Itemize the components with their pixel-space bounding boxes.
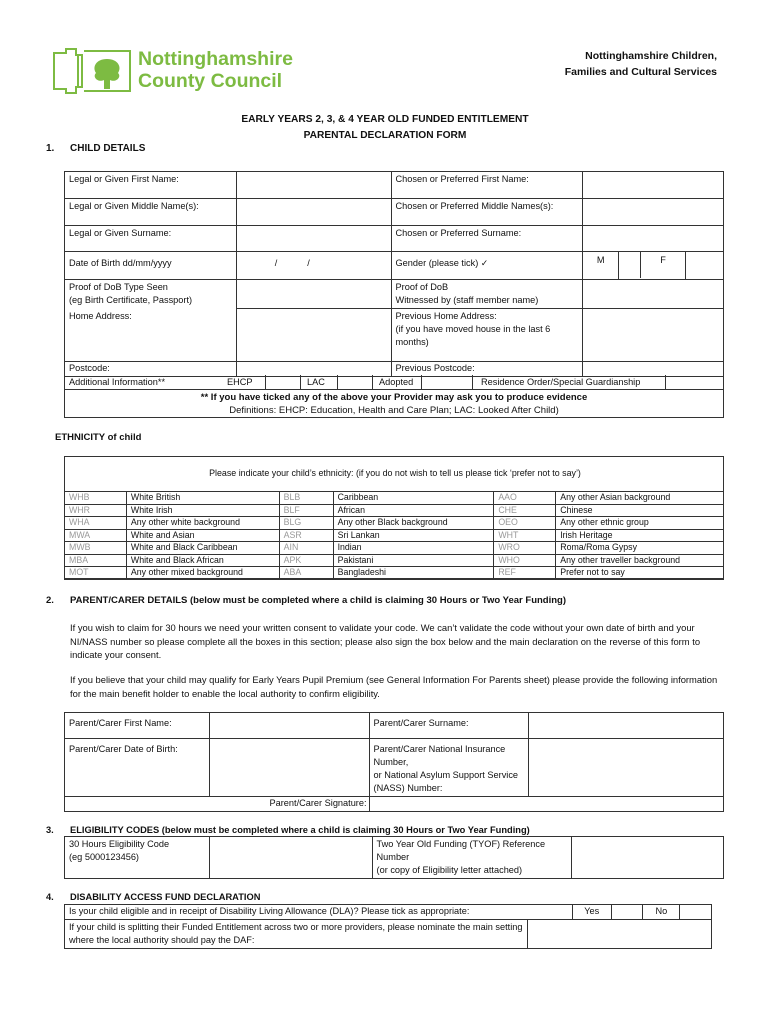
- proof-dob-field[interactable]: [236, 280, 391, 309]
- ethnicity-code-checkbox[interactable]: WHR: [65, 504, 127, 517]
- ethnicity-code-checkbox[interactable]: BLF: [279, 504, 333, 517]
- parent-surname-label: Parent/Carer Surname:: [369, 713, 529, 739]
- dla-no-label: No: [643, 905, 680, 920]
- ehcp-label: EHCP: [227, 377, 253, 387]
- dla-yes-label: Yes: [572, 905, 611, 920]
- ethnicity-code-checkbox[interactable]: MWA: [65, 529, 127, 542]
- section4-title: DISABILITY ACCESS FUND DECLARATION: [70, 892, 261, 902]
- parent-dob-label: Parent/Carer Date of Birth:: [65, 739, 210, 797]
- eligibility-codes-table: [64, 836, 724, 879]
- chosen-surname-label: Chosen or Preferred Surname:: [391, 226, 583, 252]
- ethnicity-row: [65, 554, 724, 567]
- daf-main-setting-field[interactable]: [528, 920, 712, 949]
- section2-number: 2.: [46, 595, 54, 606]
- code30-example: (eg 5000123456): [69, 852, 139, 862]
- ethnicity-code-checkbox[interactable]: MOT: [65, 567, 127, 580]
- proof-witness-label2: Witnessed by (staff member name): [395, 295, 539, 305]
- evidence-notice: ** If you have ticked any of the above your Provider may ask you to produce evidence: [200, 392, 588, 403]
- ethnicity-label: Any other mixed background: [126, 567, 279, 580]
- ethnicity-label: Any other Black background: [333, 517, 494, 530]
- ethnicity-label: African: [333, 504, 494, 517]
- ethnicity-code-checkbox[interactable]: ABA: [279, 567, 333, 580]
- prev-postcode-label: Previous Postcode:: [391, 362, 583, 377]
- ethnicity-label: Sri Lankan: [333, 529, 494, 542]
- section1-number: 1.: [46, 143, 55, 154]
- section2-title: PARENT/CARER DETAILS (below must be completed where a child is claiming 30 Hours or Two Year Funding): [70, 595, 567, 606]
- dob-separator-2: /: [307, 258, 310, 268]
- ethnicity-code-checkbox[interactable]: CHE: [494, 504, 556, 517]
- dept-line2: Families and Cultural Services: [564, 66, 717, 78]
- ethnicity-code-checkbox[interactable]: WHB: [65, 492, 127, 505]
- adopted-label: Adopted: [379, 377, 414, 387]
- ethnicity-title: ETHNICITY of child: [55, 432, 142, 443]
- ethnicity-label: Caribbean: [333, 492, 494, 505]
- parent-details-table: [64, 712, 724, 812]
- dla-yes-checkbox[interactable]: [611, 905, 643, 920]
- chosen-surname-field[interactable]: [583, 226, 724, 252]
- dept-line1: Nottinghamshire Children,: [585, 50, 717, 62]
- ethnicity-label: Any other Asian background: [556, 492, 724, 505]
- evidence-notice-box: [64, 390, 724, 418]
- legal-surname-label: Legal or Given Surname:: [65, 226, 237, 252]
- tyof-note: (or copy of Eligibility letter attached): [376, 865, 523, 875]
- chosen-middle-name-label: Chosen or Preferred Middle Names(s):: [391, 199, 583, 226]
- ethnicity-label: Any other traveller background: [556, 554, 724, 567]
- form-title-line2: PARENTAL DECLARATION FORM: [303, 130, 467, 141]
- ethnicity-code-checkbox[interactable]: REF: [494, 567, 556, 580]
- ethnicity-code-checkbox[interactable]: AIN: [279, 542, 333, 555]
- lac-checkbox[interactable]: [337, 375, 373, 389]
- prev-address-label: Previous Home Address:: [395, 311, 497, 321]
- daf-splitting-label: If your child is splitting their Funded Entitlement across two or more providers, please nominate the main setting where the local authority should pay the DAF:: [65, 920, 528, 949]
- legal-first-name-field[interactable]: [236, 172, 391, 199]
- ethnicity-label: Pakistani: [333, 554, 494, 567]
- legal-first-name-label: Legal or Given First Name:: [65, 172, 237, 199]
- child-details-table: [64, 171, 724, 377]
- dla-no-checkbox[interactable]: [680, 905, 712, 920]
- ethnicity-label: Roma/Roma Gypsy: [556, 542, 724, 555]
- council-logo: [52, 47, 352, 97]
- legal-middle-name-field[interactable]: [236, 199, 391, 226]
- gender-f-checkbox[interactable]: [686, 252, 724, 280]
- gender-m-checkbox[interactable]: [619, 252, 686, 280]
- parent-surname-field[interactable]: [529, 713, 724, 739]
- dla-question: Is your child eligible and in receipt of Disability Living Allowance (DLA)? Please tick as appropriate:: [65, 905, 573, 920]
- consent-paragraph: If you wish to claim for 30 hours we need your written consent to validate your code. We can’t validate the code without your own date of birth and your NI/NASS number so please complete all the boxes in this section; please also sign the box below and the main declaration on the reverse of this form to indicate your consent.: [70, 622, 701, 660]
- ethnicity-label: White Irish: [126, 504, 279, 517]
- parent-nass-label: or National Asylum Support Service (NASS) Number:: [373, 770, 519, 793]
- parent-ni-label: Parent/Carer National Insurance Number,: [373, 744, 506, 767]
- ethnicity-label: Chinese: [556, 504, 724, 517]
- proof-witness-label: Proof of DoB: [395, 282, 449, 292]
- postcode-label: Postcode:: [65, 362, 237, 377]
- gender-f-label: F: [660, 255, 666, 265]
- form-title-line1: EARLY YEARS 2, 3, & 4 YEAR OLD FUNDED ENTITLEMENT: [241, 114, 529, 125]
- prev-address-note: (if you have moved house in the last 6 months): [395, 324, 551, 347]
- dob-field[interactable]: [236, 252, 391, 280]
- adopted-checkbox[interactable]: [421, 375, 473, 389]
- dob-separator-1: /: [274, 258, 278, 268]
- home-address-label: Home Address:: [65, 309, 237, 362]
- ethnicity-label: Any other white background: [126, 517, 279, 530]
- parent-signature-field[interactable]: [369, 797, 723, 812]
- ethnicity-row: [65, 517, 724, 530]
- ethnicity-table: [64, 491, 724, 580]
- ethnicity-code-checkbox[interactable]: WHT: [494, 529, 556, 542]
- logo-line2: County Council: [138, 70, 283, 92]
- section3-title: ELIGIBILITY CODES (below must be completed where a child is claiming 30 Hours or Two Year Funding): [70, 825, 530, 835]
- section4-number: 4.: [46, 892, 54, 902]
- ethnicity-row: [65, 529, 724, 542]
- ethnicity-code-checkbox[interactable]: ASR: [279, 529, 333, 542]
- ethnicity-label: Prefer not to say: [556, 567, 724, 580]
- code30-label: 30 Hours Eligibility Code: [69, 839, 170, 849]
- definitions-text: Definitions: EHCP: Education, Health and Care Plan; LAC: Looked After Child): [229, 405, 559, 416]
- ethnicity-code-checkbox[interactable]: MBA: [65, 554, 127, 567]
- legal-middle-name-label: Legal or Given Middle Name(s):: [65, 199, 237, 226]
- ethnicity-code-checkbox[interactable]: WHA: [65, 517, 127, 530]
- home-address-field[interactable]: [236, 309, 391, 362]
- ehcp-checkbox[interactable]: [265, 375, 301, 389]
- chosen-first-name-label: Chosen or Preferred First Name:: [391, 172, 583, 199]
- residence-checkbox[interactable]: [665, 375, 724, 389]
- ethnicity-label: Irish Heritage: [556, 529, 724, 542]
- ethnicity-code-checkbox[interactable]: MWB: [65, 542, 127, 555]
- chosen-first-name-field[interactable]: [583, 172, 724, 199]
- code30-field[interactable]: [209, 837, 372, 879]
- ethnicity-code-checkbox[interactable]: AAO: [494, 492, 556, 505]
- parent-ni-field[interactable]: [529, 739, 724, 797]
- parent-dob-field[interactable]: [209, 739, 369, 797]
- ethnicity-row: [65, 492, 724, 505]
- legal-surname-field[interactable]: [236, 226, 391, 252]
- ethnicity-label: White and Black Caribbean: [126, 542, 279, 555]
- tyof-label: Two Year Old Funding (TYOF) Reference Number: [376, 839, 546, 862]
- ethnicity-label: Bangladeshi: [333, 567, 494, 580]
- ethnicity-label: White British: [126, 492, 279, 505]
- ethnicity-label: Any other ethnic group: [556, 517, 724, 530]
- parent-first-name-label: Parent/Carer First Name:: [65, 713, 210, 739]
- proof-dob-example: (eg Birth Certificate, Passport): [69, 295, 193, 305]
- ethnicity-label: Indian: [333, 542, 494, 555]
- council-crest-icon: [52, 47, 132, 95]
- proof-witness-field[interactable]: [583, 280, 724, 309]
- section3-number: 3.: [46, 825, 54, 835]
- dob-label: Date of Birth dd/mm/yyyy: [65, 252, 237, 280]
- parent-first-name-field[interactable]: [209, 713, 369, 739]
- ethnicity-row: [65, 542, 724, 555]
- additional-info-row: [64, 375, 724, 390]
- ethnicity-row: [65, 567, 724, 580]
- tyof-field[interactable]: [572, 837, 724, 879]
- daf-table: [64, 904, 712, 949]
- lac-label: LAC: [307, 377, 325, 387]
- additional-info-label: Additional Information**: [69, 377, 166, 387]
- ethnicity-code-checkbox[interactable]: BLB: [279, 492, 333, 505]
- ethnicity-label: White and Black African: [126, 554, 279, 567]
- proof-dob-label: Proof of DoB Type Seen: [69, 282, 168, 292]
- residence-label: Residence Order/Special Guardianship: [481, 377, 641, 387]
- ethnicity-code-checkbox[interactable]: WRO: [494, 542, 556, 555]
- section1-title: CHILD DETAILS: [70, 143, 146, 154]
- ethnicity-code-checkbox[interactable]: APK: [279, 554, 333, 567]
- gender-label: Gender (please tick) ✓: [391, 252, 583, 280]
- ethnicity-label: White and Asian: [126, 529, 279, 542]
- ethnicity-row: [65, 504, 724, 517]
- ethnicity-code-checkbox[interactable]: BLG: [279, 517, 333, 530]
- prev-address-field[interactable]: [583, 309, 724, 362]
- ethnicity-code-checkbox[interactable]: OEO: [494, 517, 556, 530]
- logo-line1: Nottinghamshire: [138, 48, 293, 70]
- parent-signature-label: Parent/Carer Signature:: [65, 797, 370, 812]
- pupil-premium-paragraph: If you believe that your child may qualify for Early Years Pupil Premium (see General Information For Parents sheet) please provide the following information for the main benefit holder to enable the local authority to confirm eligibility.: [70, 674, 718, 699]
- gender-m-label: M: [583, 252, 619, 280]
- ethnicity-code-checkbox[interactable]: WHO: [494, 554, 556, 567]
- ethnicity-instruction: Please indicate your child’s ethnicity: (if you do not wish to tell us please tick ‘prefer not to say’): [209, 468, 581, 478]
- chosen-middle-name-field[interactable]: [583, 199, 724, 226]
